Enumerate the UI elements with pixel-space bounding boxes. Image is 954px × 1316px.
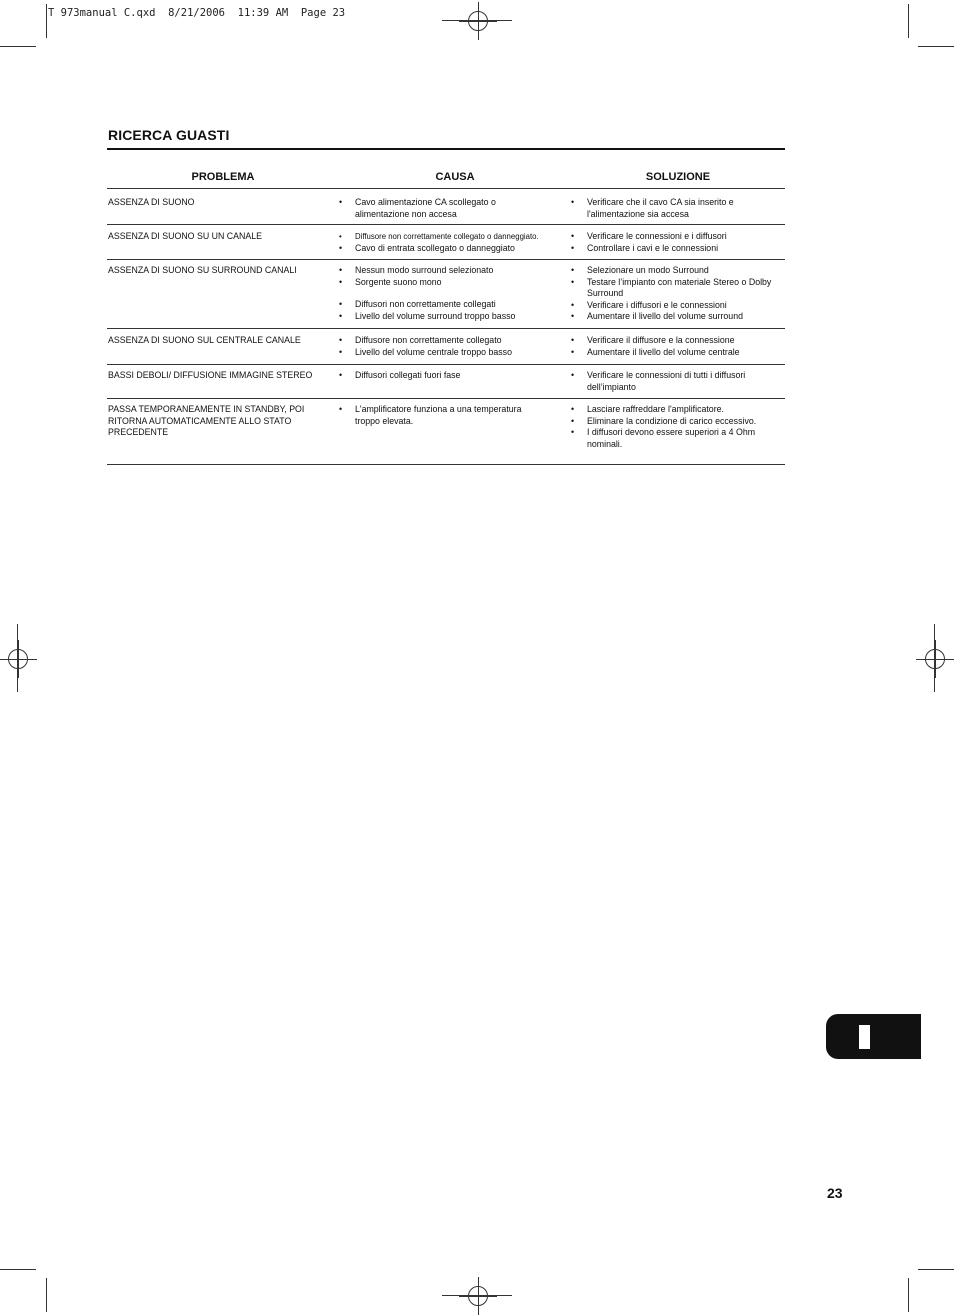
solution-list (571, 197, 785, 224)
list-item: • Verificare le connessioni di tutti i diffusori dell’impianto (571, 370, 772, 393)
table-row (107, 329, 785, 365)
crop-mark (0, 46, 36, 47)
list-item: • Sorgente suono mono (339, 277, 571, 289)
list-item: • Livello del volume surround troppo basso (339, 311, 571, 323)
problem-cell: ASSENZA DI SUONO SUL CENTRALE CANALE (108, 335, 301, 345)
list-item: • Testare l’impianto con materiale Stereo o Dolby Surround (571, 277, 783, 300)
list-item: • Eliminare la condizione di carico eccessivo. (571, 416, 785, 428)
cause-list (339, 404, 571, 464)
crop-mark (442, 20, 512, 21)
list-item: • I diffusori devono essere superiori a 4 Ohm nominali. (571, 427, 777, 450)
list-item: • Aumentare il livello del volume surround (571, 311, 785, 323)
solution-list (571, 231, 785, 259)
list-item: • Aumentare il livello del volume centrale (571, 347, 785, 359)
cause-list (339, 231, 571, 259)
list-item: • Verificare le connessioni e i diffusori (571, 231, 785, 243)
list-item: • Cavo alimentazione CA scollegato o alimentazione non accesa (339, 197, 545, 220)
problem-cell: BASSI DEBOLI/ DIFFUSIONE IMMAGINE STEREO (108, 370, 313, 380)
crop-mark (0, 1269, 36, 1270)
header-solution: SOLUZIONE (645, 171, 711, 183)
cause-list (339, 370, 571, 398)
file-slug: T 973manual C.qxd 8/21/2006 11:39 AM Page 23 (48, 7, 346, 19)
table-row (107, 399, 785, 465)
title-rule (107, 148, 785, 150)
crop-mark (46, 1278, 47, 1312)
crop-mark (46, 4, 47, 38)
section-title: RICERCA GUASTI (108, 127, 230, 143)
list-item: • Lasciare raffreddare l'amplificatore. (571, 404, 785, 416)
list-item: • Diffusori collegati fuori fase (339, 370, 571, 382)
page-number: 23 (827, 1185, 843, 1201)
registration-mark-icon (468, 11, 488, 31)
list-item: • Nessun modo surround selezionato (339, 265, 571, 277)
table-row (107, 365, 785, 399)
list-item: • Verificare i diffusori e le connessioni (571, 300, 785, 312)
table-row (107, 189, 785, 225)
language-tab (826, 1014, 921, 1059)
solution-list (571, 404, 785, 464)
list-item: • Diffusori non correttamente collegati (339, 299, 571, 311)
list-item: • Controllare i cavi e le connessioni (571, 243, 785, 255)
crop-mark (908, 4, 909, 38)
cause-list (339, 335, 571, 364)
crop-mark (17, 624, 18, 692)
cause-list (339, 197, 571, 224)
problem-cell: ASSENZA DI SUONO (108, 197, 195, 207)
troubleshooting-table (107, 166, 785, 465)
problem-cell: ASSENZA DI SUONO SU UN CANALE (108, 231, 262, 241)
table-row (107, 260, 785, 329)
solution-list (571, 265, 785, 328)
language-tab-letter (859, 1025, 870, 1049)
list-item: • Verificare il diffusore e la connessione (571, 335, 785, 347)
registration-mark-icon (925, 649, 945, 669)
list-item: • Cavo di entrata scollegato o danneggiato (339, 243, 571, 255)
crop-mark (918, 46, 954, 47)
crop-mark (908, 1278, 909, 1312)
list-item: • Livello del volume centrale troppo basso (339, 347, 571, 359)
header-problem: PROBLEMA (191, 171, 255, 183)
cause-list (339, 265, 571, 328)
registration-mark-icon (8, 649, 28, 669)
list-item: • Diffusore non correttamente collegato o danneggiato. (339, 231, 571, 243)
crop-mark (934, 624, 935, 692)
list-item: • L'amplificatore funziona a una temperatura troppo elevata. (339, 404, 545, 427)
header-cause: CAUSA (435, 171, 475, 183)
list-item: • Verificare che il cavo CA sia inserito e l'alimentazione sia accesa (571, 197, 762, 220)
crop-mark (918, 1269, 954, 1270)
problem-cell: ASSENZA DI SUONO SU SURROUND CANALI (108, 265, 297, 275)
table-header (107, 166, 785, 189)
list-item: • Selezionare un modo Surround (571, 265, 785, 277)
solution-list (571, 335, 785, 364)
solution-list (571, 370, 785, 398)
problem-cell: PASSA TEMPORANEAMENTE IN STANDBY, POI RITORNA AUTOMATICAMENTE ALLO STATO PRECEDENTE (108, 404, 305, 437)
table-row (107, 225, 785, 260)
list-item: • Diffusore non correttamente collegato (339, 335, 571, 347)
registration-mark-icon (468, 1286, 488, 1306)
crop-mark (442, 1295, 512, 1296)
